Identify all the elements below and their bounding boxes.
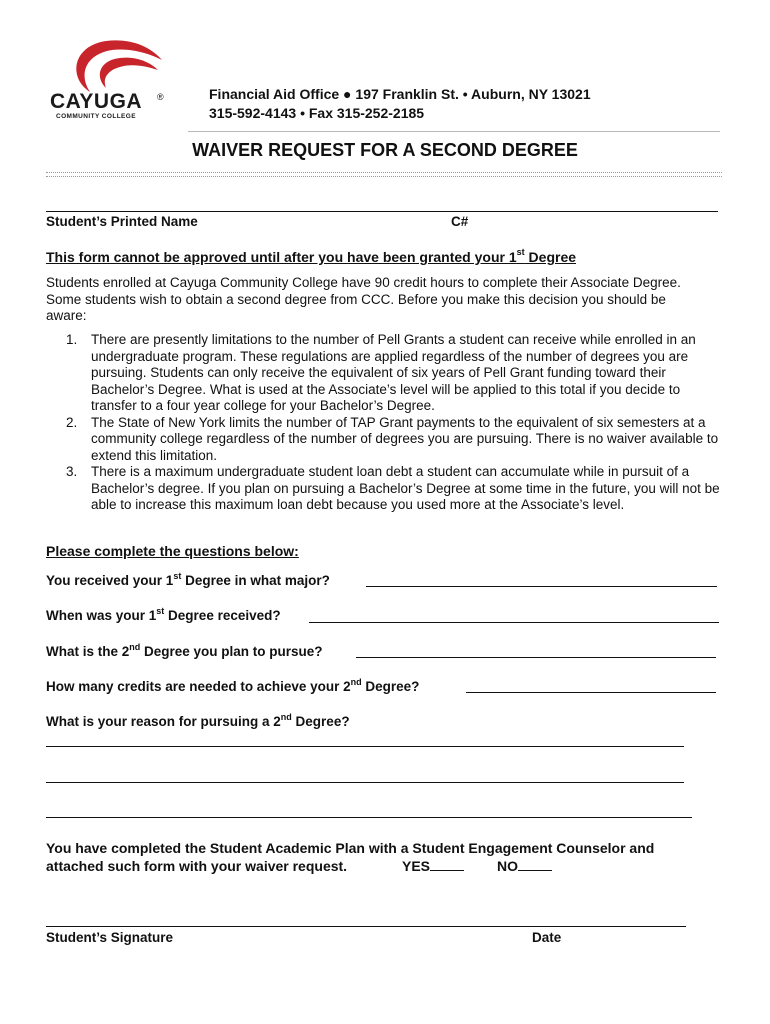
form-title: WAIVER REQUEST FOR A SECOND DEGREE	[192, 140, 578, 160]
reason-field-line-3[interactable]	[46, 817, 692, 818]
academic-plan-statement: You have completed the Student Academic Plan with a Student Engagement Counselor and	[46, 840, 655, 856]
list-item: 1. There are presently limitations to the number of Pell Grants a student can receive while enrolled in an undergraduate program. These regulations are applied regardless of the number of degrees you are pursuing. Students can only receive the equivalent of six years of Pell Grant funding toward their Bachelor’s Degree. What is used at the Associate’s level will be applied to this total if you decide to transfer to a four year college for your Bachelor’s Degree.	[66, 332, 696, 413]
signature-label: Student’s Signature	[46, 930, 174, 945]
question-second-degree: What is the 2nd Degree you plan to pursue?	[46, 642, 323, 659]
yes-option[interactable]: YES	[402, 858, 464, 874]
registered-mark: ®	[157, 92, 164, 102]
question-credits-needed: How many credits are needed to achieve your 2nd Degree?	[46, 677, 420, 694]
intro-paragraph: Students enrolled at Cayuga Community College have 90 credit hours to complete their Associate Degree. Some students wish to obtain a second degree from CCC. Before you make this decision you should be aware:	[46, 275, 681, 323]
office-phone: 315-592-4143 • Fax 315-252-2185	[209, 105, 425, 121]
student-name-field[interactable]	[46, 211, 718, 212]
title-divider	[46, 172, 722, 177]
logo-subtitle: COMMUNITY COLLEGE	[56, 113, 136, 120]
reason-field-line-2[interactable]	[46, 782, 684, 783]
list-item: 3. There is a maximum undergraduate student loan debt a student can accumulate while in pursuit of a Bachelor’s degree. If you plan on pursuing a Bachelor’s Degree at some time in the future, you will not be able to increase this maximum loan debt because you used more at the Associate’s level.	[66, 464, 720, 512]
question-reason: What is your reason for pursuing a 2nd Degree?	[46, 712, 350, 729]
reason-field-line-1[interactable]	[46, 746, 684, 747]
academic-plan-statement-2: attached such form with your waiver request.	[46, 858, 348, 874]
approval-notice: This form cannot be approved until after you have been granted your 1st Degree	[46, 247, 577, 265]
list-item: 2. The State of New York limits the number of TAP Grant payments to the equivalent of six semesters at a community college regardless of the number of degrees you are pursuing. There is no waiver available to extend this limitation.	[66, 414, 719, 463]
questions-heading: Please complete the questions below:	[46, 543, 299, 559]
student-name-label: Student’s Printed Name	[46, 214, 198, 229]
office-address: Financial Aid Office ● 197 Franklin St. • Auburn, NY 13021	[209, 86, 591, 102]
c-number-label: C#	[451, 214, 469, 229]
credits-needed-field[interactable]	[466, 692, 716, 693]
second-degree-field[interactable]	[356, 657, 716, 658]
logo-wordmark: CAYUGA	[50, 90, 143, 113]
limitations-list	[46, 332, 726, 514]
signature-line[interactable]	[46, 926, 686, 927]
first-degree-date-field[interactable]	[309, 622, 719, 623]
no-option[interactable]: NO	[497, 858, 552, 874]
question-first-degree-received: When was your 1st Degree received?	[46, 606, 281, 623]
header-rule	[188, 131, 720, 132]
first-degree-major-field[interactable]	[366, 586, 717, 587]
question-first-degree-major: You received your 1st Degree in what major?	[46, 571, 330, 588]
date-label: Date	[532, 930, 562, 945]
